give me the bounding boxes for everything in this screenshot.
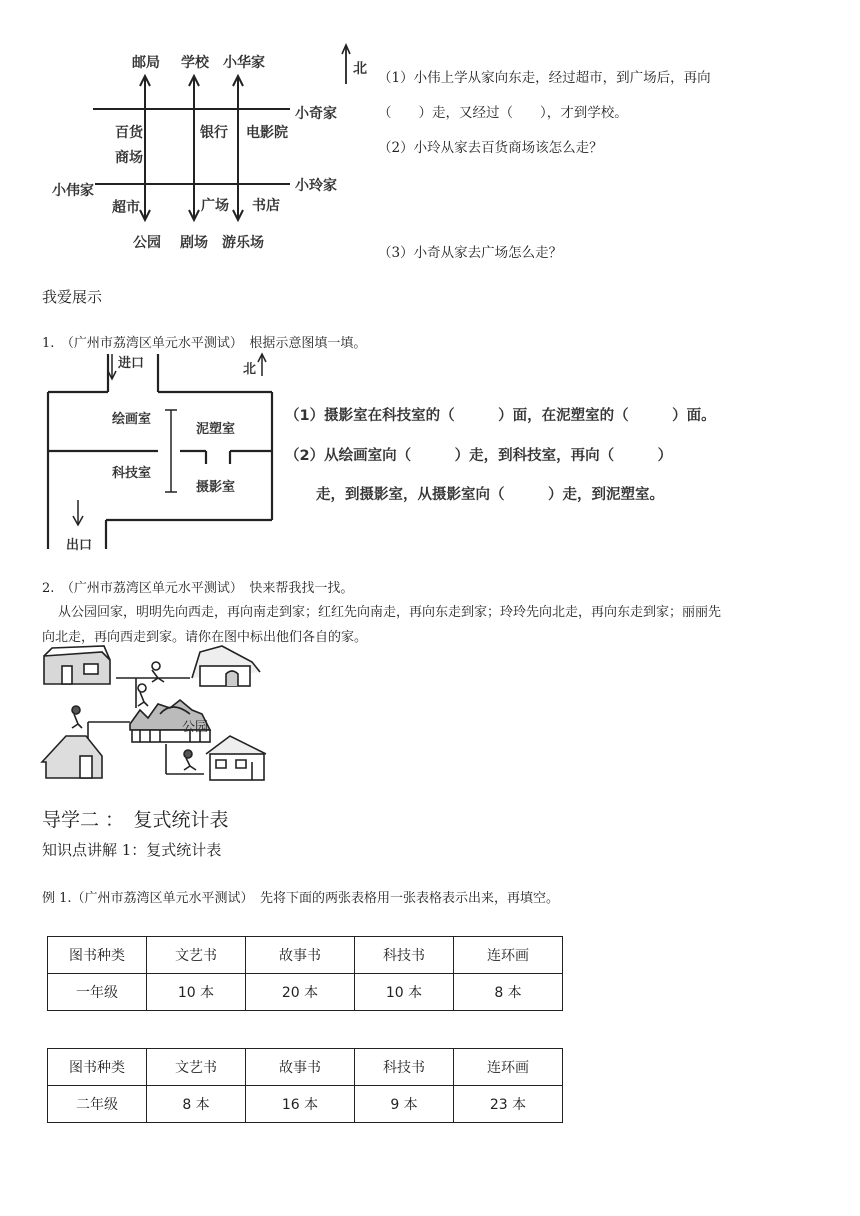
table-grade2 [47, 1048, 563, 1123]
table-header-cell: 文艺书 [147, 937, 246, 974]
table-header-row [48, 1049, 563, 1086]
table-cell: 二年级 [48, 1086, 147, 1123]
problem2-heading: 2. （广州市荔湾区单元水平测试） 快来帮我找一找。 [42, 581, 354, 596]
table-cell: 一年级 [48, 974, 147, 1011]
park-label-2: 公园 [182, 720, 209, 735]
section-title: 我爱展示 [42, 288, 103, 306]
supermarket-label: 超市 [112, 200, 140, 216]
department-store-label-2: 商场 [115, 150, 143, 166]
square-label: 广场 [201, 198, 229, 214]
table-header-cell: 连环画 [454, 1049, 563, 1086]
entrance-arrow-icon [106, 352, 118, 382]
problem1-question-2a: （2）从绘画室向（ ）走，到科技室，再向（ ） [285, 448, 673, 464]
xiaoling-home-label: 小玲家 [295, 178, 337, 194]
map1-question-3: （3）小奇从家去广场怎么走？ [378, 245, 563, 261]
north-arrow-icon [340, 42, 352, 86]
problem1-question-1: （1）摄影室在科技室的（ ）面，在泥塑室的（ ）面。 [285, 408, 716, 424]
exit-label: 出口 [66, 538, 93, 553]
table-header-cell: 科技书 [355, 1049, 454, 1086]
photo-room-label: 摄影室 [196, 480, 236, 495]
drawing-room-label: 绘画室 [112, 412, 152, 427]
cinema-label: 电影院 [246, 125, 288, 141]
table-header-cell: 科技书 [355, 937, 454, 974]
table-header-cell: 文艺书 [147, 1049, 246, 1086]
problem2-text-line1: 从公园回家，明明先向西走，再向南走到家；红红先向南走，再向东走到家；玲玲先向北走，再向东走到家；丽丽先 [58, 605, 722, 620]
clay-room-label: 泥塑室 [196, 422, 236, 437]
table-cell: 9 本 [355, 1086, 454, 1123]
theater-label: 剧场 [180, 235, 208, 251]
bank-label: 银行 [200, 125, 228, 141]
school-label: 学校 [181, 55, 209, 71]
park-homes-picture [40, 644, 270, 784]
table-cell: 16 本 [246, 1086, 355, 1123]
table-row [48, 1086, 563, 1123]
table-row [48, 974, 563, 1011]
xiaoqi-home-label: 小奇家 [295, 106, 337, 122]
amusement-park-label: 游乐场 [222, 235, 264, 251]
post-office-label: 邮局 [132, 55, 160, 71]
tech-room-label: 科技室 [112, 466, 152, 481]
table-cell: 10 本 [355, 974, 454, 1011]
map1-question-1b: （ ）走，又经过（ ），才到学校。 [378, 105, 628, 121]
table-header-row [48, 937, 563, 974]
department-store-label-1: 百货 [115, 125, 143, 141]
guide2-example: 例 1.（广州市荔湾区单元水平测试） 先将下面的两张表格用一张表格表示出来，再填空。 [42, 891, 560, 906]
table-cell: 23 本 [454, 1086, 563, 1123]
table-header-cell: 故事书 [246, 937, 355, 974]
problem2-text-line2: 向北走，再向西走到家。请你在图中标出他们各自的家。 [42, 630, 368, 645]
floor-plan [40, 354, 280, 550]
north-arrow-icon-2 [256, 352, 268, 378]
guide2-knowledge: 知识点讲解 1：复式统计表 [42, 841, 222, 859]
xiaohua-home-label: 小华家 [223, 55, 265, 71]
table-cell: 10 本 [147, 974, 246, 1011]
bookstore-label: 书店 [252, 198, 280, 214]
park-label: 公园 [133, 235, 161, 251]
xiaowei-home-label: 小伟家 [52, 183, 94, 199]
problem1-heading: 1. （广州市荔湾区单元水平测试） 根据示意图填一填。 [42, 336, 367, 351]
north-label-2: 北 [243, 362, 257, 377]
table-cell: 8 本 [147, 1086, 246, 1123]
guide2-title: 导学二 ： 复式统计表 [42, 809, 229, 831]
north-label: 北 [353, 61, 367, 77]
map1-question-2: （2）小玲从家去百货商场该怎么走？ [378, 140, 603, 156]
entrance-label: 进口 [118, 356, 145, 371]
table-header-cell: 图书种类 [48, 1049, 147, 1086]
table-cell: 8 本 [454, 974, 563, 1011]
map1-question-1a: （1）小伟上学从家向东走，经过超市，到广场后，再向 [378, 70, 711, 86]
problem1-question-2b: 走，到摄影室，从摄影室向（ ）走，到泥塑室。 [316, 487, 664, 503]
table-header-cell: 连环画 [454, 937, 563, 974]
table-header-cell: 故事书 [246, 1049, 355, 1086]
table-grade1 [47, 936, 563, 1011]
table-header-cell: 图书种类 [48, 937, 147, 974]
table-cell: 20 本 [246, 974, 355, 1011]
